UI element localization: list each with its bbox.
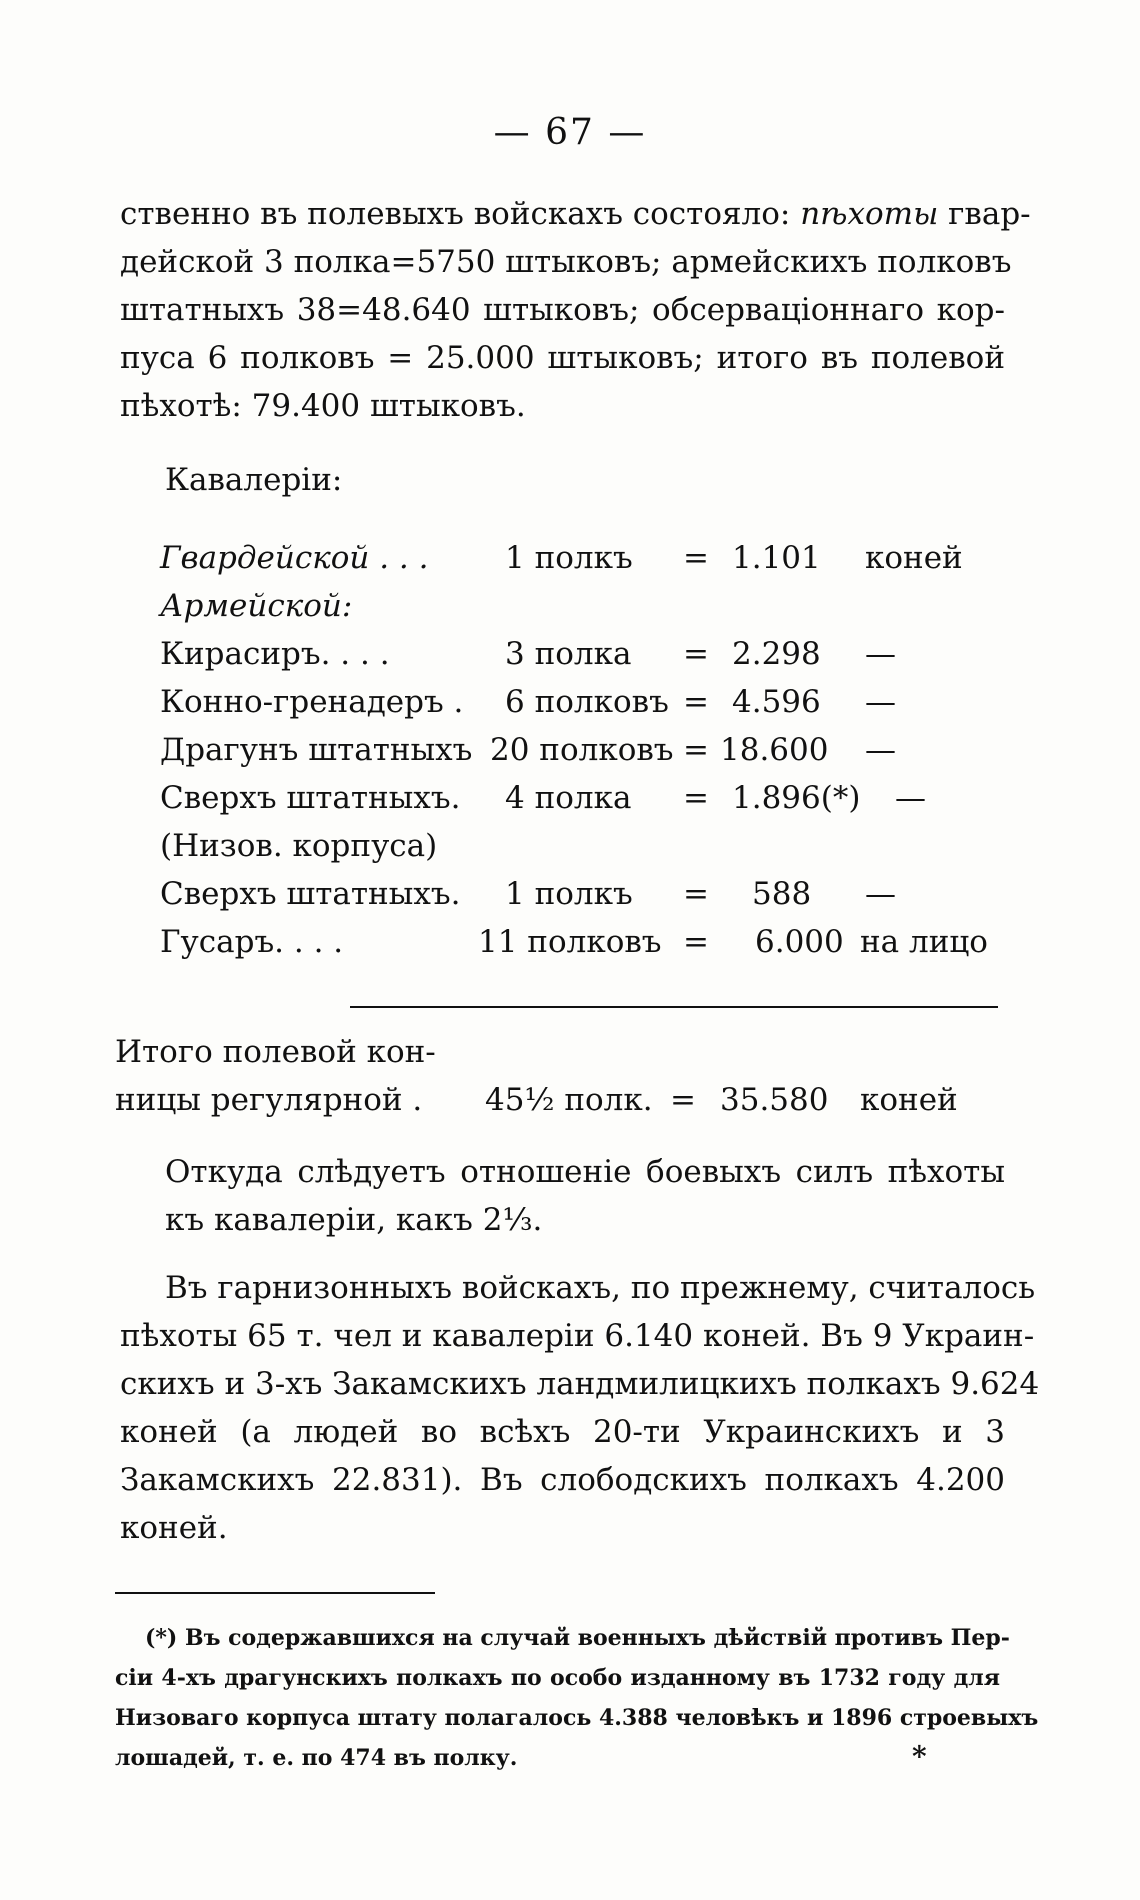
unit-name: Сверхъ штатныхъ. [160,780,461,816]
unit-name: (Низов. корпуса) [160,828,438,864]
intro-line: дейской 3 полка=5750 штыковъ; армейскихъ полковъ [120,244,1012,280]
equals-sign: = [683,780,709,816]
horse-count: 18.600 [720,732,829,768]
printer-mark: * [912,1740,927,1773]
garrison-line: скихъ и 3-хъ Закамскихъ ландмилицкихъ полкахъ 9.624 [120,1366,1040,1402]
unit-label: — [865,684,896,720]
equals-sign: = [683,684,709,720]
ratio-line: Откуда слѣдуетъ отношеніе боевыхъ силъ пѣхоты [165,1154,1005,1190]
total-divider [350,1006,998,1008]
footnote-divider [115,1592,435,1594]
total-row [115,1076,958,1124]
horse-count: 6.000 [755,924,844,960]
italic-word: пѣхоты [800,196,939,232]
regiment-count: 4 полка [505,780,632,816]
unit-name: Гвардейской . . . [160,540,429,576]
regiment-count: 6 полковъ [505,684,669,720]
unit-label: — [895,780,926,816]
equals-sign: = [683,732,709,768]
intro-line: штатныхъ 38=48.640 штыковъ; обсерваціоннаго кор- [120,292,1005,328]
unit-label: коней [860,1082,958,1118]
unit-name: Драгунъ штатныхъ [160,732,473,768]
ratio-paragraph [165,1148,1005,1244]
horse-count: 1.101 [732,540,821,576]
regiment-count: 1 полкъ [505,876,633,912]
footnote-line: сіи 4-хъ драгунскихъ полкахъ по особо изданному въ 1732 году для [115,1665,1000,1691]
garrison-paragraph [120,1264,1040,1552]
regiment-count: 11 полковъ [478,924,662,960]
footnote-line: (*) Въ содержавшихся на случай военныхъ дѣйствій противъ Пер- [145,1625,1010,1651]
unit-label: коней [865,540,963,576]
footnote-line: лошадей, т. е. по 474 въ полку. [115,1745,518,1771]
unit-label: — [865,876,896,912]
page-number: — 67 — [493,112,647,153]
intro-line: ственно въ полевыхъ войскахъ состояло: пѣхоты гвар- [120,196,1031,232]
cavalry-heading: Кавалеріи: [165,462,343,498]
horse-count: 1.896(*) [732,780,861,816]
ratio-line: къ кавалеріи, какъ 2⅓. [165,1202,543,1238]
equals-sign: = [683,636,709,672]
total-label: ницы регулярной . [115,1082,423,1118]
equals-sign: = [683,876,709,912]
unit-name: Армейской: [160,588,353,624]
garrison-line: Закамскихъ 22.831). Въ слободскихъ полкахъ 4.200 [120,1462,1005,1498]
cavalry-total [115,1028,958,1124]
equals-sign: = [683,924,709,960]
equals-sign: = [683,540,709,576]
total-regiments: 45½ полк. [485,1082,653,1118]
equals-sign: = [670,1082,696,1118]
regiment-count: 3 полка [505,636,632,672]
intro-line: пѣхотѣ: 79.400 штыковъ. [120,388,526,424]
unit-label: на лицо [860,924,988,960]
garrison-line: пѣхоты 65 т. чел и кавалеріи 6.140 коней. Въ 9 Украин- [120,1318,1035,1354]
regiment-count: 1 полкъ [505,540,633,576]
intro-line: пуса 6 полковъ = 25.000 штыковъ; итого въ полевой [120,340,1005,376]
regiment-count: 20 полковъ [490,732,674,768]
horse-count: 588 [752,876,812,912]
intro-paragraph [120,190,1031,430]
total-label-line: Итого полевой кон- [115,1034,436,1070]
footnote-line: Низоваго корпуса штату полагалось 4.388 человѣкъ и 1896 строевыхъ [115,1705,1039,1731]
garrison-line: Въ гарнизонныхъ войскахъ, по прежнему, считалось [165,1270,1036,1306]
unit-label: — [865,636,896,672]
garrison-line: коней. [120,1510,228,1546]
unit-label: — [865,732,896,768]
garrison-line: коней (а людей во всѣхъ 20-ти Украинскихъ и 3 [120,1414,1005,1450]
unit-name: Гусаръ. . . . [160,924,344,960]
unit-name: Кирасиръ. . . . [160,636,390,672]
total-horses: 35.580 [720,1082,829,1118]
unit-name: Сверхъ штатныхъ. [160,876,461,912]
horse-count: 4.596 [732,684,821,720]
footnote [115,1618,1039,1778]
unit-name: Конно-гренадеръ . [160,684,464,720]
horse-count: 2.298 [732,636,821,672]
